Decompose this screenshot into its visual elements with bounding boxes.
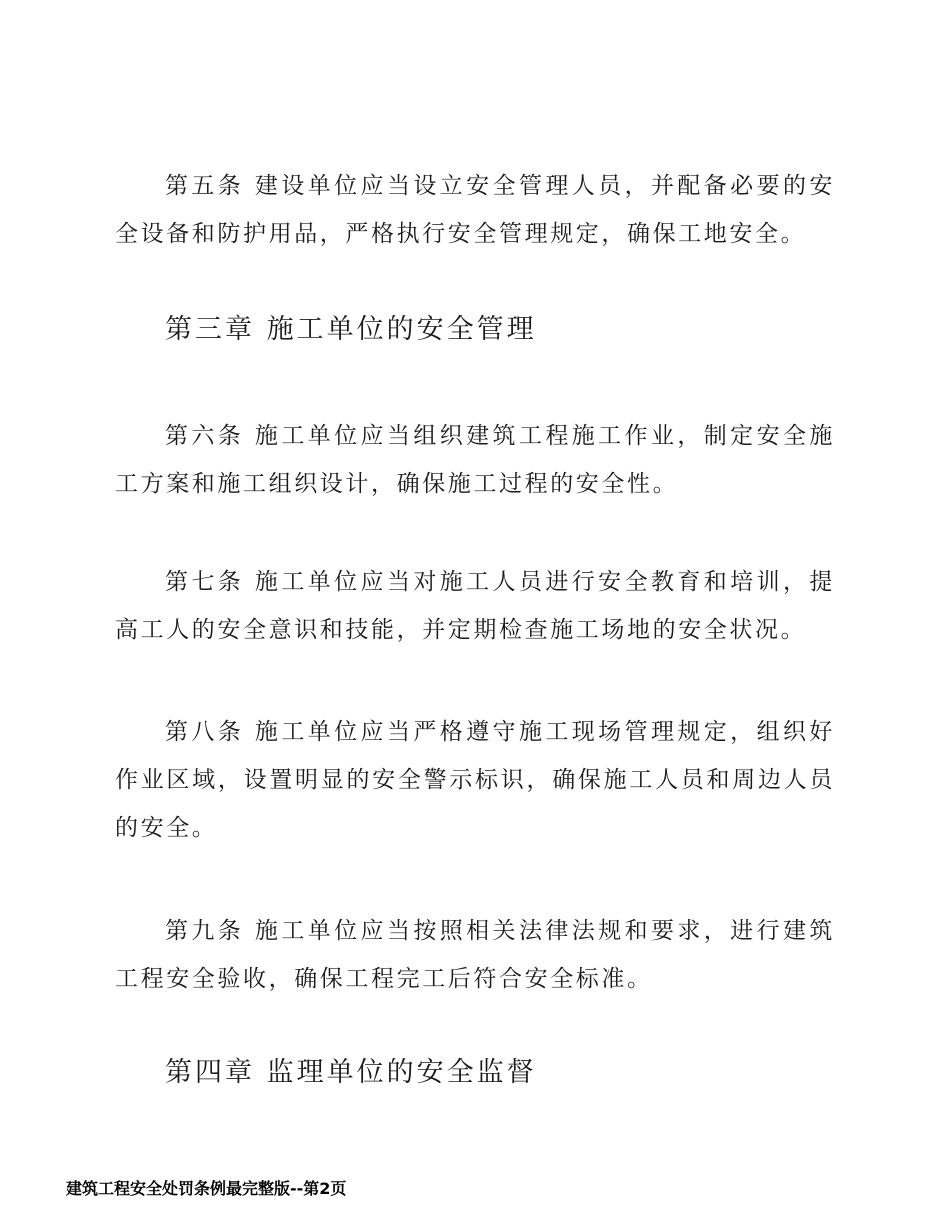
chapter-4-heading: 第四章 监理单位的安全监督 xyxy=(165,1057,537,1088)
article-7-paragraph: 第七条 施工单位应当对施工人员进行安全教育和培训，提高工人的安全意识和技能，并定期检查施工场地的安全状况。 xyxy=(115,569,835,643)
article-5-paragraph: 第五条 建设单位应当设立安全管理人员，并配备必要的安全设备和防护用品，严格执行安全管理规定，确保工地安全。 xyxy=(115,173,835,247)
article-9-paragraph: 第九条 施工单位应当按照相关法律法规和要求，进行建筑工程安全验收，确保工程完工后符合安全标准。 xyxy=(115,918,835,992)
article-8-paragraph: 第八条 施工单位应当严格遵守施工现场管理规定，组织好作业区域，设置明显的安全警示标识，确保施工人员和周边人员的安全。 xyxy=(115,719,835,841)
article-6-paragraph: 第六条 施工单位应当组织建筑工程施工作业，制定安全施工方案和施工组织设计，确保施工过程的安全性。 xyxy=(115,423,835,497)
chapter-3-heading: 第三章 施工单位的安全管理 xyxy=(165,314,537,345)
page-footer: 建筑工程安全处罚条例最完整版--第2页 xyxy=(66,1179,347,1198)
